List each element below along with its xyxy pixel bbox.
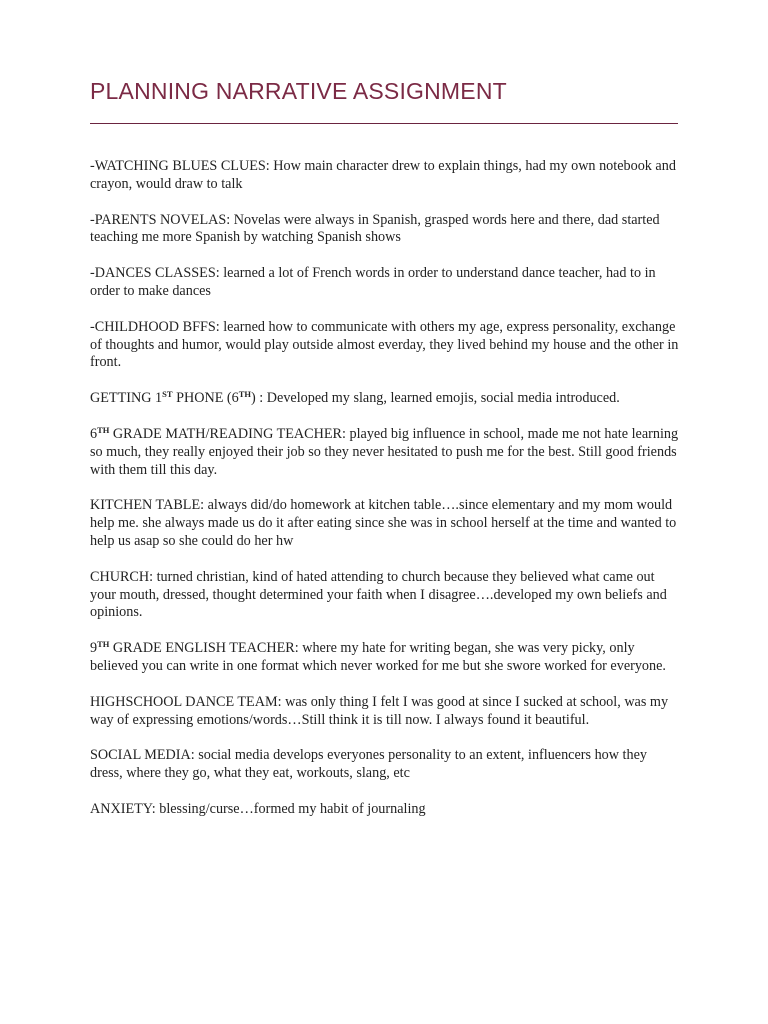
paragraph-kitchen-table: KITCHEN TABLE: always did/do homework at kitchen table….since elementary and my mom would help me. she always made us do it after eating since she was in school herself at the time and wanted to help us asap so she could do her hw xyxy=(90,497,677,549)
document-body xyxy=(90,158,682,837)
paragraph-first-phone: GETTING 1ST PHONE (6TH) : Developed my slang, learned emojis, social media introduced. xyxy=(90,389,620,407)
title-divider xyxy=(90,123,678,124)
paragraph-childhood-bffs: -CHILDHOOD BFFS: learned how to communicate with others my age, express personality, exchange of thoughts and humor, would play outside almost everday, they lived behind my house and the other in front. xyxy=(90,318,679,371)
superscript: TH xyxy=(97,639,110,650)
paragraph-dance-team: HIGHSCHOOL DANCE TEAM: was only thing I felt I was good at since I sucked at school, was my way of expressing emotions/words…Still think it is till now. I always found it beautiful. xyxy=(90,693,669,728)
paragraph-parents-novelas: -PARENTS NOVELAS: Novelas were always in Spanish, grasped words here and there, dad started teaching me more Spanish by watching Spanish shows xyxy=(90,211,660,246)
paragraph-anxiety: ANXIETY: blessing/curse…formed my habit of journaling xyxy=(90,800,426,817)
paragraph-6th-grade-teacher: 6TH GRADE MATH/READING TEACHER: played big influence in school, made me not hate learning so much, they really enjoyed their job so they never hesitated to push me for the best. Still good friends with them till this day. xyxy=(90,424,679,478)
paragraph-dance-classes: -DANCES CLASSES: learned a lot of French words in order to understand dance teacher, had to in order to make dances xyxy=(90,265,656,299)
paragraph-9th-grade-teacher: 9TH GRADE ENGLISH TEACHER: where my hate for writing began, she was very picky, only believed you can write in one format which never worked for me but she swore worked for everyone. xyxy=(90,639,666,674)
superscript: ST xyxy=(162,389,173,400)
paragraph-church: CHURCH: turned christian, kind of hated attending to church because they believed what came out your mouth, dressed, thought determined your faith when I disagree….developed my own beliefs and opinions. xyxy=(90,568,667,621)
superscript: TH xyxy=(97,424,110,435)
paragraph-blues-clues: -WATCHING BLUES CLUES: How main character drew to explain things, had my own notebook and crayon, would draw to talk xyxy=(90,158,676,192)
paragraph-social-media: SOCIAL MEDIA: social media develops everyones personality to an extent, influencers how they dress, where they go, what they eat, workouts, slang, etc xyxy=(90,747,647,782)
superscript: TH xyxy=(238,389,252,400)
document-title: PLANNING NARRATIVE ASSIGNMENT xyxy=(90,78,507,104)
